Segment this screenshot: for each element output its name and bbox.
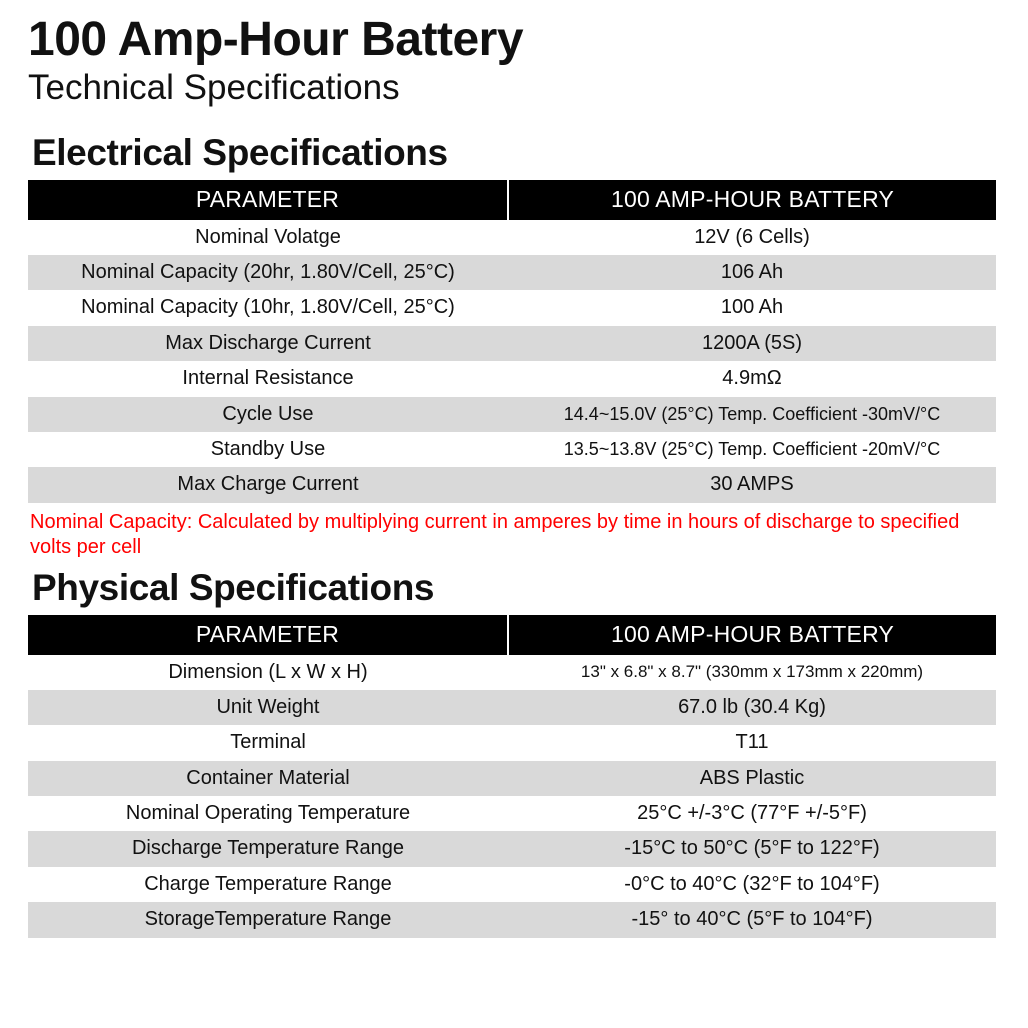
row-parameter: Discharge Temperature Range [28, 831, 508, 866]
table-row [28, 902, 996, 937]
page-subtitle: Technical Specifications [28, 67, 400, 107]
table-header-row [28, 615, 996, 655]
row-parameter: Internal Resistance [28, 361, 508, 396]
row-parameter: StorageTemperature Range [28, 902, 508, 937]
row-parameter: Nominal Volatge [28, 220, 508, 255]
table-row [28, 326, 996, 361]
row-parameter: Max Charge Current [28, 467, 508, 502]
table-row [28, 361, 996, 396]
column-header-parameter: PARAMETER [28, 615, 508, 655]
row-value: 1200A (5S) [508, 326, 996, 361]
row-value: 14.4~15.0V (25°C) Temp. Coefficient -30mV/°C [508, 397, 996, 432]
table-row [28, 220, 996, 255]
row-value: 13.5~13.8V (25°C) Temp. Coefficient -20mV/°C [508, 432, 996, 467]
row-value: 67.0 lb (30.4 Kg) [508, 690, 996, 725]
row-value: -15° to 40°C (5°F to 104°F) [508, 902, 996, 937]
physical-specifications-heading: Physical Specifications [32, 566, 435, 608]
row-value: 13" x 6.8" x 8.7" (330mm x 173mm x 220mm) [508, 655, 996, 690]
row-value: 4.9mΩ [508, 361, 996, 396]
row-value: 12V (6 Cells) [508, 220, 996, 255]
electrical-specifications-heading: Electrical Specifications [32, 132, 448, 174]
row-value: ABS Plastic [508, 761, 996, 796]
page-title: 100 Amp-Hour Battery [28, 13, 524, 66]
row-parameter: Container Material [28, 761, 508, 796]
row-parameter: Nominal Operating Temperature [28, 796, 508, 831]
row-parameter: Max Discharge Current [28, 326, 508, 361]
table-row [28, 467, 996, 502]
row-value: 25°C +/-3°C (77°F +/-5°F) [508, 796, 996, 831]
column-header-value: 100 AMP-HOUR BATTERY [508, 615, 996, 655]
row-parameter: Unit Weight [28, 690, 508, 725]
row-value: 30 AMPS [508, 467, 996, 502]
nominal-capacity-footnote: Nominal Capacity: Calculated by multiplying current in amperes by time in hours of discharge to specified volts per cell [30, 510, 960, 558]
electrical-specifications-table [28, 180, 996, 503]
row-value: 100 Ah [508, 290, 996, 325]
table-row [28, 690, 996, 725]
column-header-value: 100 AMP-HOUR BATTERY [508, 180, 996, 220]
row-parameter: Dimension (L x W x H) [28, 655, 508, 690]
table-row [28, 397, 996, 432]
row-parameter: Cycle Use [28, 397, 508, 432]
table-row [28, 255, 996, 290]
row-value: 106 Ah [508, 255, 996, 290]
row-parameter: Standby Use [28, 432, 508, 467]
row-parameter: Nominal Capacity (10hr, 1.80V/Cell, 25°C) [28, 290, 508, 325]
table-row [28, 796, 996, 831]
table-row [28, 867, 996, 902]
table-row [28, 725, 996, 760]
physical-specifications-table [28, 615, 996, 938]
table-row [28, 290, 996, 325]
table-row [28, 432, 996, 467]
table-row [28, 761, 996, 796]
row-parameter: Nominal Capacity (20hr, 1.80V/Cell, 25°C) [28, 255, 508, 290]
table-row [28, 655, 996, 690]
table-row [28, 831, 996, 866]
row-value: -15°C to 50°C (5°F to 122°F) [508, 831, 996, 866]
table-header-row [28, 180, 996, 220]
column-header-parameter: PARAMETER [28, 180, 508, 220]
row-parameter: Charge Temperature Range [28, 867, 508, 902]
row-value: T11 [508, 725, 996, 760]
row-parameter: Terminal [28, 725, 508, 760]
row-value: -0°C to 40°C (32°F to 104°F) [508, 867, 996, 902]
